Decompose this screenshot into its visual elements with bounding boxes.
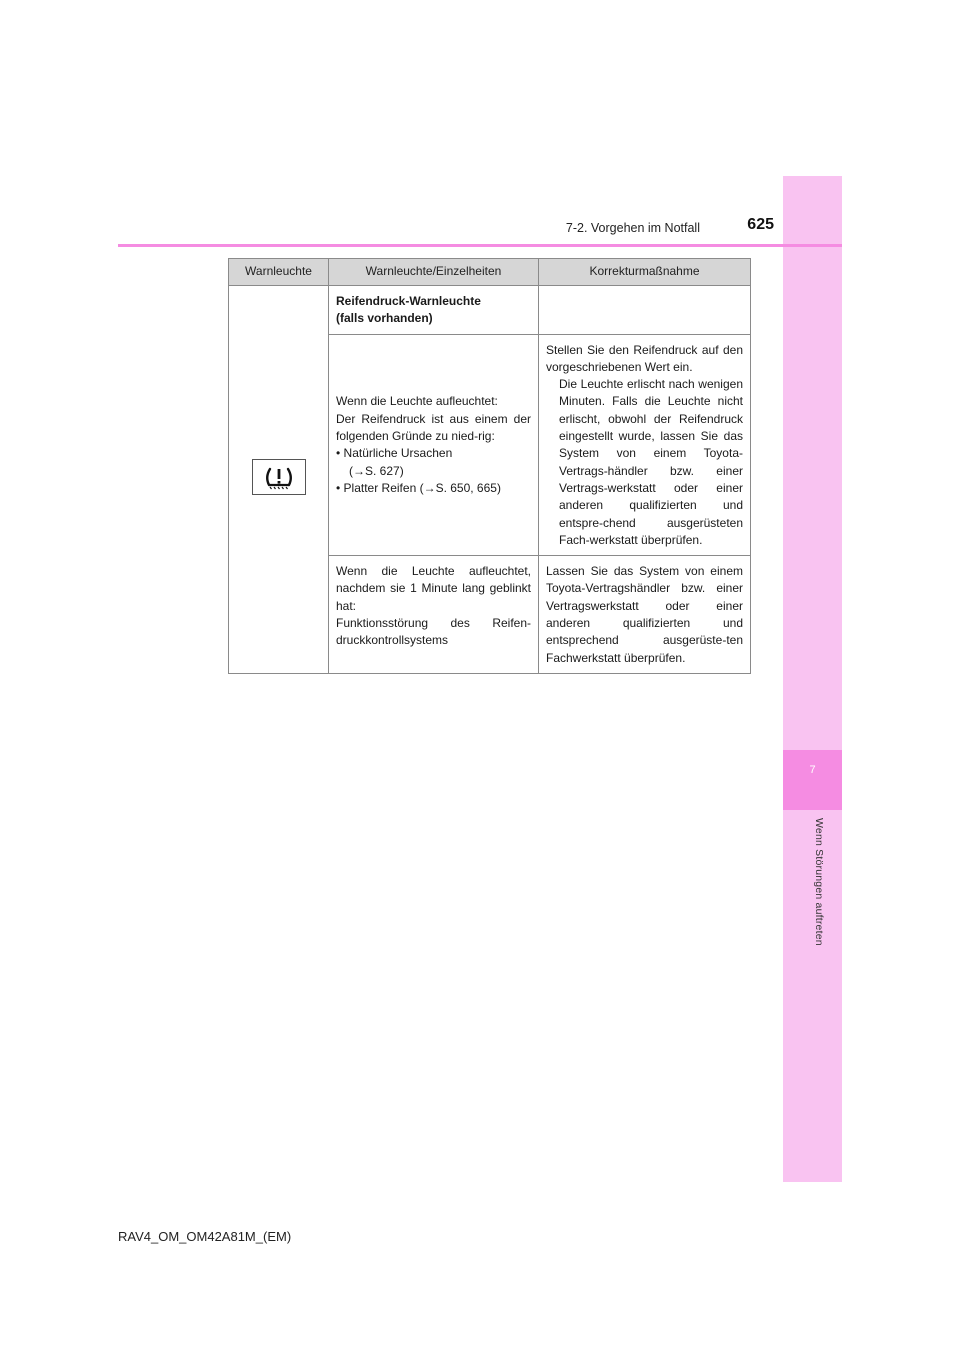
chapter-tab-active[interactable]	[783, 750, 842, 810]
warning-title-note: (falls vorhanden)	[336, 311, 433, 326]
warning-title-cell	[329, 286, 539, 335]
tire-pressure-warning-icon	[252, 459, 306, 495]
table-header-row	[229, 259, 751, 286]
detail-text: Wenn die Leuchte aufleuchtet:	[336, 394, 498, 409]
bullet-flat-tire: • Platter Reifen (→S. 650, 665)	[336, 480, 501, 495]
action-cell-low-pressure	[539, 334, 751, 556]
warning-title: Reifendruck-Warnleuchte	[336, 294, 481, 308]
action-text: Lassen Sie das System von einem Toyota-Vertragshändler bzw. einer Vertragswerkstatt oder einer anderen qualifizierten und entsprechend ausgerüste-ten Fachwerkstatt überprüfen.	[546, 564, 743, 665]
chapter-side-tab	[783, 176, 842, 1182]
empty-action-cell	[539, 286, 751, 335]
page-reference: (→S. 627)	[349, 463, 404, 478]
detail-cell-low-pressure	[329, 334, 539, 556]
detail-text: Funktionsstörung des Reifen-druckkontrollsystems	[336, 616, 531, 648]
detail-cell-malfunction	[329, 556, 539, 674]
detail-text: Wenn die Leuchte aufleuchtet, nachdem sie 1 Minute lang geblinkt hat:	[336, 564, 531, 613]
footer-code: RAV4_OM_OM42A81M_(EM)	[118, 1229, 292, 1244]
column-header-action: Korrekturmaßnahme	[539, 259, 751, 286]
section-title: 7-2. Vorgehen im Notfall	[565, 221, 700, 235]
detail-text: Der Reifendruck ist aus einem der folgenden Gründe zu nied-rig:	[336, 411, 531, 444]
action-note: Die Leuchte erlischt nach wenigen Minuten. Falls die Leuchte nicht erlischt, obwohl der Reifendruck eingestellt wurde, lassen Sie das System von einem Toyota-Vertrags-händler bzw. einer Vertrags-werkstatt oder einer anderen qualifizierten und entspre-chend ausgerüsteten Fach-werkstatt überprüfen.	[559, 377, 743, 547]
icon-cell	[229, 286, 329, 674]
bullet-natural-causes: • Natürliche Ursachen	[336, 446, 453, 461]
action-text: Stellen Sie den Reifendruck auf den vorgeschriebenen Wert ein.	[546, 342, 743, 374]
column-header-details: Warnleuchte/Einzelheiten	[329, 259, 539, 286]
page-number: 625	[747, 216, 774, 233]
header-rule	[118, 244, 842, 247]
table-row-title	[229, 286, 751, 335]
warning-light-table	[228, 258, 751, 674]
action-cell-malfunction	[539, 556, 751, 674]
chapter-title: Wenn Störungen auftreten	[813, 818, 825, 946]
column-header-warnleuchte: Warnleuchte	[229, 259, 329, 286]
chapter-number: 7	[809, 764, 816, 776]
